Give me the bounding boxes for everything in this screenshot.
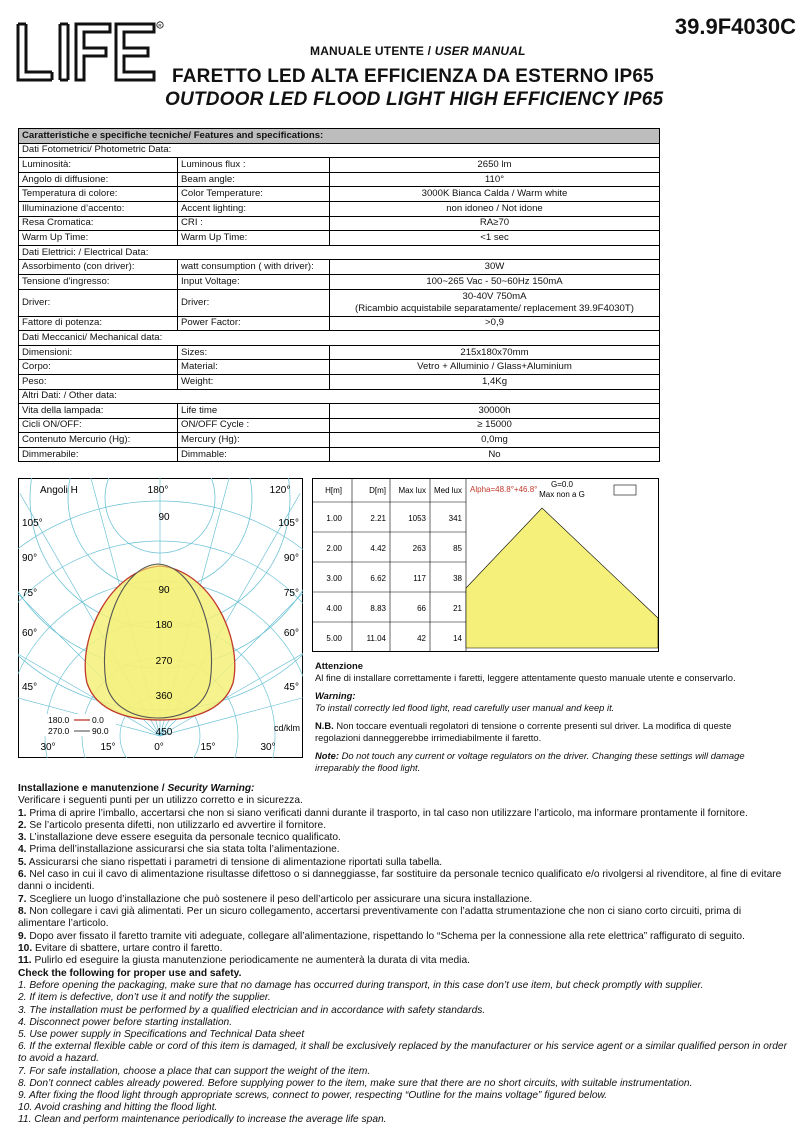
spec-cell-it: Driver: (19, 289, 178, 316)
check-section (18, 968, 790, 1127)
cone-header: Med lux (433, 486, 462, 495)
spec-cell-en: Life time (178, 404, 330, 419)
angle-label: 15° (100, 742, 116, 753)
list-item: 8. Non collegare i cavi già alimentati. Per un sicuro collegamento, accertarsi preventivamente con l’adatta strumentazione che non ci siano corto circuiti, prima di alimentare l’articolo. (18, 905, 742, 930)
angle-label: 75° (283, 588, 299, 599)
spec-cell-it: Assorbimento (con driver): (19, 260, 178, 275)
spec-cell-en: Input Voltage: (178, 274, 330, 289)
cone-cell: 2.21 (370, 514, 386, 523)
spec-cell-val: ≥ 15000 (330, 418, 660, 433)
angle-label: 105° (22, 518, 43, 529)
spec-cell-it: Cicli ON/OFF: (19, 418, 178, 433)
spec-section: Dati Fotometrici/ Photometric Data: (19, 143, 660, 158)
list-item: 4. Disconnect power before starting installation. (18, 1016, 233, 1028)
angle-label: 60° (22, 628, 38, 639)
spec-cell-val: RA≥70 (330, 216, 660, 231)
spec-cell-val: 30W (330, 260, 660, 275)
cone-cell: 341 (448, 514, 462, 523)
list-item: 1. Before opening the packaging, make sure that no damage has occurred during transport, in this case don’t use item, but check promptly with supplier. (18, 980, 704, 992)
note-label: Note: (315, 750, 339, 761)
cone-cell: 8.83 (370, 604, 386, 613)
angle-label: 0° (154, 742, 164, 753)
spec-cell-val: 1,4Kg (330, 374, 660, 389)
polar-title: Angoli H (40, 485, 78, 496)
list-item: 9. Dopo aver fissato il faretto tramite viti adeguate, collegare all’alimentazione, rispettando lo “Schema per la connessione alla rete elettrica” raffigurato di seguito. (18, 930, 745, 942)
spec-cell-en: Accent lighting: (178, 201, 330, 216)
cone-cell: 6.62 (370, 574, 386, 583)
spec-cell-it: Dimensioni: (19, 345, 178, 360)
check-title: Check the following for proper use and safety. (18, 968, 242, 979)
table-row (19, 289, 660, 316)
angle-label: 90° (283, 553, 299, 564)
table-row (19, 374, 660, 389)
spec-cell-en: Color Temperature: (178, 187, 330, 202)
spec-cell-val: 215x180x70mm (330, 345, 660, 360)
alpha-label: Alpha=48.8°+46.8° (470, 485, 538, 494)
spec-cell-en: Warm Up Time: (178, 231, 330, 246)
spec-cell-en: Weight: (178, 374, 330, 389)
spec-cell-it: Dimmerabile: (19, 447, 178, 462)
cone-cell: 14 (453, 634, 462, 643)
spec-cell-en: Material: (178, 360, 330, 375)
attention-block (315, 660, 755, 780)
attention-title: Attenzione (315, 660, 363, 671)
cone-diagram (312, 478, 659, 652)
spec-cell-en: Driver: (178, 289, 330, 316)
cone-cell: 21 (453, 604, 462, 613)
list-item: 8. Don’t connect cables already powered. Before supplying power to the item, make sure that there are no short circuits, with suitable instrumentation. (18, 1077, 693, 1089)
cone-cell: 38 (453, 574, 462, 583)
angle-label: 180° (147, 485, 169, 496)
cone-cell: 66 (417, 604, 426, 613)
spec-cell-it: Vita della lampada: (19, 404, 178, 419)
list-item: 2. Se l’articolo presenta difetti, non utilizzarlo ed avvertire il fornitore. (18, 819, 327, 831)
table-row (19, 172, 660, 187)
manual-label: MANUALE UTENTE / USER MANUAL (310, 44, 526, 58)
table-row (19, 447, 660, 462)
install-intro: Verificare i seguenti punti per un utilizzo corretto e in sicurezza. (18, 795, 303, 807)
legend-a1: 270.0 (48, 726, 70, 736)
cone-cell: 1.00 (326, 514, 342, 523)
cone-cell: 1053 (408, 514, 426, 523)
attention-text: Al fine di installare correttamente i faretti, leggere attentamente questo manuale utente e conservarlo. (315, 671, 736, 683)
title-italian: FARETTO LED ALTA EFFICIENZA DA ESTERNO IP65 (172, 66, 654, 87)
table-row (19, 201, 660, 216)
list-item: 9. After fixing the flood light through appropriate screws, connect to power, respecting “Outline for the mains voltage” figured below. (18, 1090, 608, 1102)
spec-cell-it: Temperatura di colore: (19, 187, 178, 202)
title-english: OUTDOOR LED FLOOD LIGHT HIGH EFFICIENCY IP65 (165, 89, 664, 110)
spec-cell-it: Resa Cromatica: (19, 216, 178, 231)
table-row (19, 404, 660, 419)
spec-cell-en: Mercury (Hg): (178, 433, 330, 448)
svg-text:R: R (158, 23, 162, 28)
list-item: 11. Pulirlo ed eseguire la giusta manutenzione periodicamente ne aumenterà la durata di vita media. (18, 955, 470, 967)
spec-cell-en: CRI : (178, 216, 330, 231)
g-label: G=0.0 (550, 480, 574, 489)
note-text: Do not touch any current or voltage regulators on the driver. Changing these settings will damage irreparably the flood light. (315, 750, 745, 773)
table-row (19, 316, 660, 331)
spec-cell-it: Tensione d’ingresso: (19, 274, 178, 289)
spec-cell-en: Dimmable: (178, 447, 330, 462)
cone-cell: 4.42 (370, 544, 386, 553)
spec-cell-it: Peso: (19, 374, 178, 389)
cone-cell: 263 (412, 544, 426, 553)
table-row (19, 158, 660, 173)
angle-label: 60° (283, 628, 299, 639)
table-row (19, 260, 660, 275)
cone-header: D[m] (369, 486, 386, 495)
spec-cell-it: Contenuto Mercurio (Hg): (19, 433, 178, 448)
angle-label: 120° (269, 485, 291, 496)
radial-value: 450 (155, 727, 173, 738)
spec-cell-val: Vetro + Alluminio / Glass+Aluminium (330, 360, 660, 375)
angle-label: 75° (22, 588, 38, 599)
list-item: 6. If the external flexible cable or cord of this item is damaged, it shall be exclusively replaced by the manufacturer or his service agent or a similar qualified person in order to avoid a hazard. (18, 1041, 787, 1065)
list-item: 10. Avoid crashing and hitting the flood light. (18, 1102, 218, 1114)
spec-table (18, 128, 660, 462)
spec-cell-val: 2650 lm (330, 158, 660, 173)
spec-header: Caratteristiche e specifiche tecniche/ Features and specifications: (19, 129, 660, 144)
angle-label: 90° (22, 553, 38, 564)
spec-cell-val: >0,9 (330, 316, 660, 331)
angle-label: 45° (283, 682, 299, 693)
spec-cell-en: ON/OFF Cycle : (178, 418, 330, 433)
list-item: 11. Clean and perform maintenance periodically to increase the average life span. (18, 1114, 387, 1126)
spec-cell-val: 110° (330, 172, 660, 187)
table-row (19, 143, 660, 158)
list-item: 10. Evitare di sbattere, urtare contro il faretto. (18, 942, 223, 954)
cone-cell: 2.00 (326, 544, 342, 553)
spec-cell-en: Sizes: (178, 345, 330, 360)
table-row (19, 331, 660, 346)
table-row (19, 433, 660, 448)
table-row (19, 231, 660, 246)
install-title: Installazione e manutenzione / Security Warning: (18, 783, 255, 794)
table-row (19, 389, 660, 404)
table-row (19, 216, 660, 231)
radial-value: 90 (158, 512, 170, 523)
spec-cell-en: watt consumption ( with driver): (178, 260, 330, 275)
spec-section: Dati Meccanici/ Mechanical data: (19, 331, 660, 346)
radial-value: 360 (155, 691, 173, 702)
legend-a0: 180.0 (48, 715, 70, 725)
spec-cell-val: 3000K Bianca Calda / Warm white (330, 187, 660, 202)
list-item: 7. For safe installation, choose a place that can support the weight of the item. (18, 1065, 371, 1077)
spec-section: Dati Elettrici: / Electrical Data: (19, 245, 660, 260)
cone-cell: 117 (413, 574, 426, 583)
spec-cell-val: 30000h (330, 404, 660, 419)
cone-cell: 5.00 (326, 634, 342, 643)
radial-value: 270 (155, 656, 173, 667)
cone-header: H[m] (325, 486, 342, 495)
list-item: 7. Scegliere un luogo d’installazione che può sostenere il peso dell’articolo per assicurare una sicura installazione. (18, 893, 533, 905)
legend-b0: 0.0 (92, 715, 104, 725)
spec-cell-val: 30-40V 750mA (Ricambio acquistabile separatamente/ replacement 39.9F4030T) (330, 289, 660, 316)
spec-cell-en: Beam angle: (178, 172, 330, 187)
list-item: 1. Prima di aprire l’imballo, accertarsi che non si siano verificati danni durante il trasporto, in tal caso non utilizzare l’articolo, ma informare prontamente il fornitore. (18, 807, 748, 819)
lamp-icon (614, 485, 636, 495)
table-row (19, 345, 660, 360)
cone-header: Max lux (398, 486, 426, 495)
product-code: 39.9F4030C (674, 14, 796, 39)
table-row (19, 418, 660, 433)
list-item: 6. Nel caso in cui il cavo di alimentazione risultasse difettoso o si danneggiasse, far sostituire da personale tecnico qualificato e/o rivolgersi al rivenditore, al fine di evitare danni o incidenti. (18, 869, 782, 893)
legend-b1: 90.0 (92, 726, 109, 736)
cone-cell: 42 (417, 634, 426, 643)
spec-cell-en: Power Factor: (178, 316, 330, 331)
life-logo (14, 18, 164, 84)
installation-section (18, 783, 790, 967)
cone-cell: 3.00 (326, 574, 342, 583)
angle-label: 30° (260, 742, 276, 753)
list-item: 3. The installation must be performed by a qualified electrician and in accordance with safety standards. (18, 1004, 486, 1016)
list-item: 5. Assicurarsi che siano rispettati i parametri di tensione di alimentazione riportati sulla tabella. (18, 856, 443, 868)
unit-label: cd/klm (273, 723, 300, 733)
angle-label: 15° (200, 742, 216, 753)
list-item: 5. Use power supply in Specifications and Technical Data sheet (18, 1029, 305, 1041)
polar-diagram (18, 478, 303, 758)
list-item: 4. Prima dell’installazione assicurarsi che sia stata tolta l’alimentazione. (18, 844, 340, 856)
spec-cell-it: Luminosità: (19, 158, 178, 173)
table-row (19, 274, 660, 289)
cone-cell: 4.00 (326, 604, 342, 613)
spec-cell-it: Warm Up Time: (19, 231, 178, 246)
spec-cell-it: Fattore di potenza: (19, 316, 178, 331)
spec-cell-it: Corpo: (19, 360, 178, 375)
angle-label: 45° (22, 682, 38, 693)
list-item: 2. If item is defective, don’t use it and notify the supplier. (18, 992, 271, 1004)
list-item: 3. L’installazione deve essere eseguita da personale tecnico qualificato. (18, 832, 341, 844)
spec-cell-val: non idoneo / Not idone (330, 201, 660, 216)
spec-section: Altri Dati: / Other data: (19, 389, 660, 404)
warning-title: Warning: (315, 690, 356, 701)
radial-value: 90 (158, 585, 170, 596)
spec-cell-en: Luminous flux : (178, 158, 330, 173)
spec-cell-val: <1 sec (330, 231, 660, 246)
g-sub: Max non a G (539, 490, 585, 499)
spec-cell-val: 100~265 Vac - 50~60Hz 150mA (330, 274, 660, 289)
nb-label: N.B. (315, 720, 334, 731)
nb-text: Non toccare eventuali regolatori di tensione o corrente presenti sul driver. La modifica di queste regolazioni danneggerebbe irrimediabilmente il faretto. (315, 720, 732, 743)
table-row (19, 360, 660, 375)
spec-cell-val: No (330, 447, 660, 462)
cone-cell: 11.04 (366, 634, 386, 643)
table-row (19, 187, 660, 202)
angle-label: 105° (278, 518, 299, 529)
warning-text: To install correctly led flood light, read carefully user manual and keep it. (315, 701, 615, 713)
spec-cell-it: Angolo di diffusione: (19, 172, 178, 187)
cone-cell: 85 (453, 544, 462, 553)
spec-cell-it: Illuminazione d’accento: (19, 201, 178, 216)
table-row (19, 245, 660, 260)
spec-cell-val: 0,0mg (330, 433, 660, 448)
radial-value: 180 (155, 620, 173, 631)
angle-label: 30° (40, 742, 56, 753)
